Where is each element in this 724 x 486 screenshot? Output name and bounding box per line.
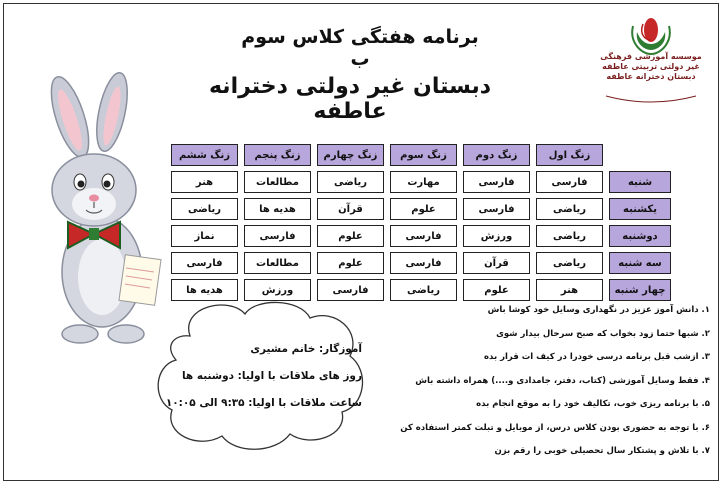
subject-cell: نماز [171,225,238,247]
logo-line-1: موسسه آموزشی فرهنگی [600,52,702,61]
logo-line-3: دبستان دخترانه عاطفه [606,72,696,81]
teacher-name: آموزگار: خانم مشیری [250,343,362,355]
subject-cell: ریاضی [536,252,603,274]
day-label: چهار شنبه [609,279,671,301]
bunny-illustration-icon [30,72,165,352]
page-title: برنامه هفتگی کلاس سوم ب [241,26,479,70]
subject-cell: ریاضی [536,198,603,220]
subject-cell: ورزش [244,279,311,301]
list-item: ۱. دانش آموز عزیز در نگهداری وسایل خود کوشا باش [487,305,710,315]
list-item: ۷. با تلاش و پشتکار سال تحصیلی خوبی را رقم بزن [494,446,710,456]
subject-cell: قرآن [463,252,530,274]
subject-cell: فارسی [390,225,457,247]
subject-cell: علوم [463,279,530,301]
meeting-day: روز های ملاقات با اولیا: دوشنبه ها [181,370,362,382]
subject-cell: هدیه ها [171,279,238,301]
subject-cell: فارسی [244,225,311,247]
meeting-time: ساعت ملاقات با اولیا: ۹:۳۵ الی ۱۰:۰۵ [165,397,362,409]
weekly-schedule-table [165,139,677,306]
subject-cell: ریاضی [171,198,238,220]
corner-cell [609,144,671,166]
period-header: زنگ دوم [463,144,530,166]
list-item: ۵. با برنامه ریزی خوب، تکالیف خود را به موقع انجام بده [476,399,710,409]
logo-caption [596,52,706,82]
period-header: زنگ پنجم [244,144,311,166]
subject-cell: ریاضی [536,225,603,247]
table-row [171,171,671,193]
period-header: زنگ سوم [390,144,457,166]
teacher-info [165,336,362,417]
schedule-header-row [171,144,671,166]
period-header: زنگ اول [536,144,603,166]
subject-cell: فارسی [171,252,238,274]
logo-line-2: غیر دولتی تربیتی عاطفه [602,62,700,71]
day-label: یکشنبه [609,198,671,220]
subject-cell: فارسی [463,171,530,193]
subject-cell: مهارت [390,171,457,193]
subject-cell: مطالعات [244,171,311,193]
day-label: شنبه [609,171,671,193]
subject-cell: علوم [317,252,384,274]
list-item: ۶. با توجه به حضوری بودن کلاس درس، از موبایل و تبلت کمتر استفاده کن [400,422,710,433]
day-label: دوشنبه [609,225,671,247]
day-label: سه شنبه [609,252,671,274]
subject-cell: هنر [171,171,238,193]
table-row [171,252,671,274]
subject-cell: علوم [390,198,457,220]
school-name: دبستان غیر دولتی دخترانه عاطفه [208,74,492,124]
subject-cell: ریاضی [317,171,384,193]
table-row [171,198,671,220]
list-item: ۴. فقط وسایل آموزشی (کتاب، دفتر، جامدادی و....) همراه داشته باش [415,375,710,386]
period-header: زنگ چهارم [317,144,384,166]
subject-cell: هدیه ها [244,198,311,220]
subject-cell: هنر [536,279,603,301]
rules-list [380,305,710,470]
subject-cell: علوم [317,225,384,247]
subject-cell: فارسی [463,198,530,220]
subject-cell: ورزش [463,225,530,247]
subject-cell: فارسی [536,171,603,193]
subject-cell: فارسی [390,252,457,274]
table-row [171,225,671,247]
list-item: ۳. ازشب قبل برنامه درسی خودرا در کیف ات قرار بده [484,352,710,362]
subject-cell: فارسی [317,279,384,301]
subject-cell: قرآن [317,198,384,220]
period-header: زنگ ششم [171,144,238,166]
subject-cell: مطالعات [244,252,311,274]
list-item: ۲. شبها حتما زود بخواب که صبح سرحال بیدار شوی [496,328,710,339]
subject-cell: ریاضی [390,279,457,301]
